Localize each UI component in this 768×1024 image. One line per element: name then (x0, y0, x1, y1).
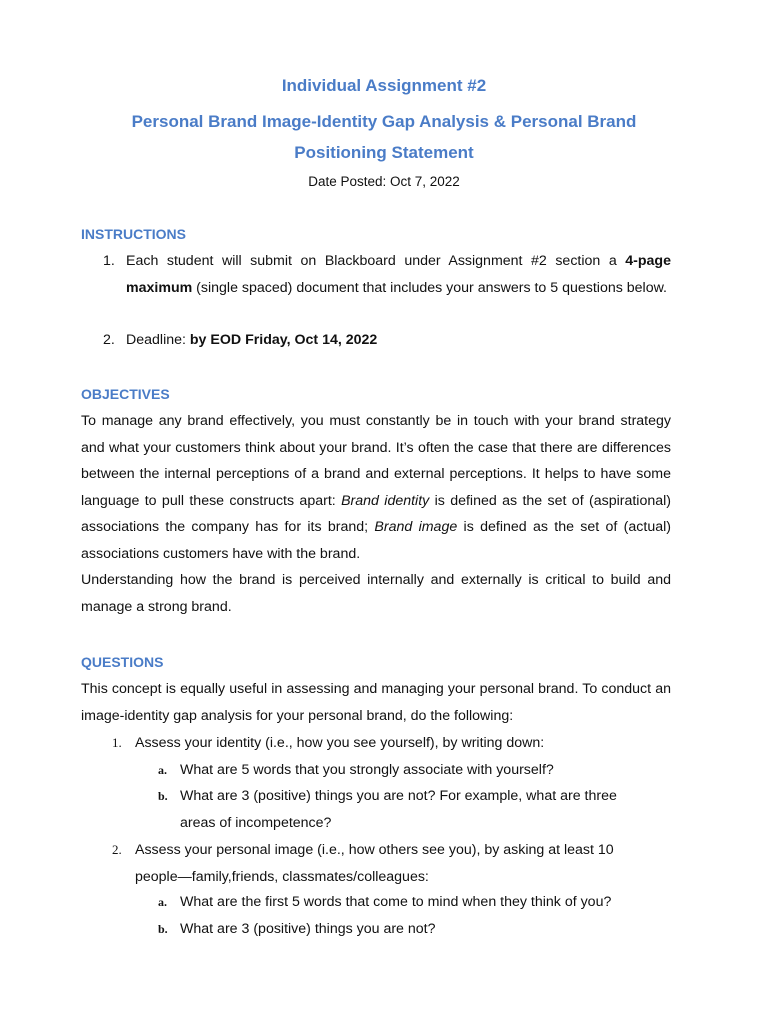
instructions-heading: INSTRUCTIONS (81, 226, 186, 242)
assignment-subtitle-line1: Personal Brand Image-Identity Gap Analysis & Personal Brand (131, 112, 637, 131)
list-number: 1. (103, 253, 115, 269)
list-letter: a. (158, 763, 167, 777)
list-number: 1. (112, 735, 122, 750)
objectives-paragraph (81, 408, 671, 567)
question-2a (158, 889, 658, 916)
bold-text: by EOD Friday, Oct 14, 2022 (189, 332, 378, 348)
list-text: Assess your identity (i.e., how you see yourself), by writing down: (135, 735, 545, 751)
instructions-item-2 (103, 327, 671, 354)
list-letter: b. (158, 789, 168, 803)
list-text (126, 248, 671, 301)
question-2 (112, 837, 640, 890)
instructions-item-1 (103, 248, 671, 301)
objectives-heading: OBJECTIVES (81, 386, 170, 402)
italic-term: Brand identity (341, 492, 430, 509)
assignment-subtitle-line2: Positioning Statement (294, 143, 474, 162)
list-text: What are 3 (positive) things you are not? For example, what are three areas of incompetence? (180, 788, 617, 831)
list-letter: a. (158, 895, 167, 909)
list-text (126, 327, 671, 354)
text-run: is defined as the set of (actual) associations customers have with the brand. (81, 519, 671, 562)
list-number: 2. (112, 842, 122, 857)
list-text: What are 5 words that you strongly associate with yourself? (180, 762, 554, 778)
objectives-paragraph-2: Understanding how the brand is perceived internally and externally is critical to build and manage a strong brand. (81, 572, 671, 615)
list-text: What are the first 5 words that come to mind when they think of you? (180, 894, 612, 910)
list-text: What are 3 (positive) things you are not? (180, 921, 436, 937)
questions-intro: This concept is equally useful in assessing and managing your personal brand. To conduct an image-identity gap analysis for your personal brand, do the following: (81, 681, 671, 724)
question-1b (158, 783, 628, 836)
question-2b (158, 916, 658, 943)
text-run: To manage any brand effectively, you must constantly be in touch with your brand strategy and what your customers think about your brand. It’s often the case that there are differences between the internal perceptions of a brand and external perceptions. It helps to have some language to pull these constructs apart: (81, 413, 671, 509)
assignment-title: Individual Assignment #2 (281, 76, 487, 95)
question-1a (158, 757, 658, 784)
list-text: Assess your personal image (i.e., how others see you), by asking at least 10 people—family,friends, classmates/colleagues: (135, 842, 614, 885)
date-posted: Date Posted: Oct 7, 2022 (308, 174, 460, 189)
bold-text: 4-page maximum (126, 253, 671, 296)
text-run: Each student will submit on Blackboard under Assignment #2 section a (126, 253, 626, 269)
questions-heading: QUESTIONS (81, 654, 164, 670)
text-run: (single spaced) document that includes your answers to 5 questions below. (192, 279, 667, 296)
list-number: 2. (103, 332, 115, 348)
text-run: Deadline: (126, 332, 190, 348)
list-letter: b. (158, 922, 168, 936)
text-run: is defined as the set of (aspirational) associations the company has for its brand; (81, 492, 671, 535)
italic-term: Brand image (374, 519, 458, 535)
question-1 (112, 730, 672, 757)
